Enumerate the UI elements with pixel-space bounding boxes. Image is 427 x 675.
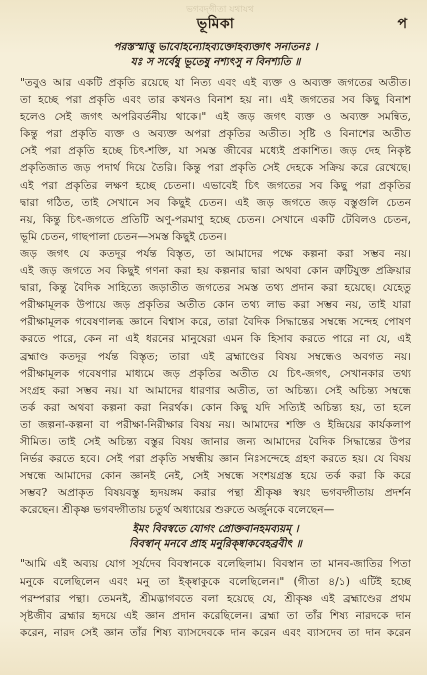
text-line: প্রকৃতিজাত জড় পদার্থ দিয়ে তৈরি। কিন্তু পরা প্রকৃতি সেই দেহকে সক্রিয় করে রেখেছে। — [20, 161, 411, 175]
text-line: দ্বারা গঠিত, তাই সেখানে সব কিছুই চেতন। এই জড় জগতে জড় বস্তুগুলি চেতন — [20, 195, 411, 209]
text-line: নয়, কিন্তু চিৎ-জগতে প্রতিটি অণু-পরমাণু হচ্ছে চেতন। সেখানে একটি টেবিলও চেতন, — [20, 212, 411, 226]
text-line: সেই পরা প্রকৃতি হচ্ছে চিৎ-শক্তি, যা সমস্ত জীবের মধ্যেই প্রকাশিত। জড় দেহ নিকৃষ্ট — [20, 144, 411, 158]
text-line: হলেও সেই জগৎ অপরিবর্তনীয় থাকে।" এই জড় জগৎ ব্যক্ত ও অব্যক্ত সমন্বিত, — [20, 110, 411, 124]
text-line: পরীক্ষামূলক গবেষণার মাধ্যমে জড় প্রকৃতির অতীত যে চিৎ-জগৎ, সেখানকার তথ্য — [20, 366, 411, 380]
text-line: সম্ভব? অপ্রাকৃত বিষয়বস্তু হৃদয়ঙ্গম করার পন্থা শ্রীকৃষ্ণ স্বয়ং ভগবদ্গীতায় প্রদর্শন — [20, 486, 411, 500]
text-line: ভূমি চেতন, গাছপালা চেতন—সমস্ত কিছুই চেতন। — [20, 229, 227, 243]
text-line: পরীক্ষামূলক উপায়ে জড় প্রকৃতির অতীত কোন তথ্য লাভ করা সম্ভব নয়, তাই যারা — [20, 298, 411, 312]
text-line: সম্বন্ধে আমাদের কোন জ্ঞানই নেই, সেই সম্বন্ধে সংশয়গ্রস্ত হয়ে তর্ক করা কি করে — [20, 469, 411, 483]
paragraph-3 — [20, 555, 411, 640]
chapter-title: ভূমিকা — [196, 16, 235, 32]
text-line: "আমি এই অব্যয় যোগ সূর্যদেব বিবস্বানকে বলেছিলাম। বিবস্বান তা মানব-জাতির পিতা — [20, 557, 411, 571]
text-line: দ্বারা, কিন্তু বৈদিক সাহিত্যে জড়াতীত জগতের সমস্ত তথ্য প্রদান করা হয়েছে। যেহেতু — [20, 281, 411, 295]
page-number: প — [397, 16, 407, 32]
text-line: তা জল্পনা-কল্পনা বা পরীক্ষা-নিরীক্ষার বিষয় নয়। আমাদের শক্তি ও ইন্দ্রিয়ের কার্যকলাপ — [20, 417, 411, 431]
text-line: তর্ক করা অথবা কল্পনা করা নিরর্থক। কোন কিছু যদি সত্যিই অচিন্ত্য হয়, তা হলে — [20, 400, 411, 414]
bleed-through-running-head: ভগবদ্‌গীতা যথাযথ — [186, 5, 254, 15]
text-line: নির্ভর করতে হবে। সেই পরা প্রকৃতি সম্বন্ধীয় জ্ঞান নিঃসন্দেহে গ্রহণ করতে হয়। যে বিষয় — [20, 452, 411, 466]
text-line: "তবুও আর একটি প্রকৃতি রয়েছে যা নিত্য এবং এই ব্যক্ত ও অব্যক্ত জগতের অতীত। — [20, 76, 411, 89]
text-line: করেছেন। শ্রীকৃষ্ণ ভগবদ্গীতায় চতুর্থ অধ্যায়ের শুরুতে অর্জুনকে বলেছেন— — [20, 503, 335, 517]
verse-line: পরস্তস্মাত্তু ভাবোহন্যোহব্যক্তোহব্যক্তাৎ সনাতনঃ । — [113, 41, 318, 53]
text-line: এই জড় জগতে সব কিছুই গণনা করা হয় কল্পনার দ্বারা অথবা কোন ত্রুটিযুক্ত প্রক্রিয়ার — [20, 264, 411, 278]
text-line: করতে পারে, কেন না এই ধরনের মানুষেরা এমন কি হিসাব করতে পারে না যে, এই — [20, 332, 411, 346]
verse-line: বিবস্বান্ মনবে প্রাহ মনুরিক্ষ্বাকবেহব্রবীৎ ॥ — [129, 538, 302, 551]
text-line: পরম্পরার পন্থা। তেমনই, শ্রীমদ্ভাগবতে বলা হয়েছে যে, শ্রীকৃষ্ণ এই ব্রহ্মাণ্ডের প্রথম — [20, 591, 411, 605]
text-line: মনুকে বলেছিলেন এবং মনু তা ইক্ষ্বাকুকে বলেছিলেন।" (গীতা ৪/১) এটিই হচ্ছে — [20, 574, 411, 588]
paragraph-1 — [20, 74, 411, 245]
paragraph-2 — [20, 245, 411, 519]
sanskrit-verse-2 — [20, 522, 411, 552]
page-header — [20, 0, 411, 30]
text-line: পরীক্ষামূলক গবেষণালব্ধ জ্ঞানে বিশ্বাস করে, তারা বৈদিক সিদ্ধান্তের সম্বন্ধে সন্দেহ পোষণ — [20, 315, 411, 329]
text-line: ব্রহ্মাণ্ড কতদূর পর্যন্ত বিস্তৃত; তারা এই ব্রহ্মাণ্ডের বিষয় সম্বন্ধেও অবগত নয়। — [20, 349, 411, 363]
verse-line: যঃ স সর্বেষু ভূতেষু নশ্যৎসু ন বিনশ্যতি ॥ — [130, 56, 301, 68]
text-line: এই পরা প্রকৃতির লক্ষণ হচ্ছে চেতনা। এভাবেই চিৎ জগতের সব কিছু পরা প্রকৃতির — [20, 178, 411, 192]
verse-line: ইমং বিবস্বতে যোগং প্রোক্তবানহমব্যয়ম্ । — [132, 523, 299, 536]
sanskrit-verse-1 — [20, 40, 411, 70]
text-line: তা হচ্ছে পরা প্রকৃতি এবং তার কখনও বিনাশ হয় না। এই জগতের সব কিছু বিনাশ — [20, 93, 411, 107]
text-line: সৃষ্টজীব ব্রহ্মার হৃদয়ে এই জ্ঞান প্রদান করেছিলেন। ব্রহ্মা তা তাঁর শিষ্য নারদকে দান — [20, 608, 411, 622]
text-line: সংগ্রহ করা সম্ভব নয়। যা আমাদের ধারণার অতীত, তা অচিন্ত্য। সেই অচিন্ত্য সম্বন্ধে — [20, 383, 411, 397]
text-line: সীমিত। তাই সেই অচিন্ত্য বস্তুর বিষয় জানার জন্য আমাদের বৈদিক সিদ্ধান্তের উপর — [20, 434, 411, 448]
text-line: জড় জগৎ যে কতদূর পর্যন্ত বিস্তৃত, তা আমাদের পক্ষে কল্পনা করা সম্ভব নয়। — [20, 246, 411, 260]
text-line: কিন্তু পরা প্রকৃতি ব্যক্ত ও অব্যক্ত অপরা প্রকৃতির অতীত। সৃষ্টি ও বিনাশের অতীত — [20, 127, 411, 141]
text-line: করেন, নারদ সেই জ্ঞান তাঁর শিষ্য ব্যাসদেবকে দান করেন এবং ব্যাসদেব তা দান করেন — [20, 625, 411, 639]
